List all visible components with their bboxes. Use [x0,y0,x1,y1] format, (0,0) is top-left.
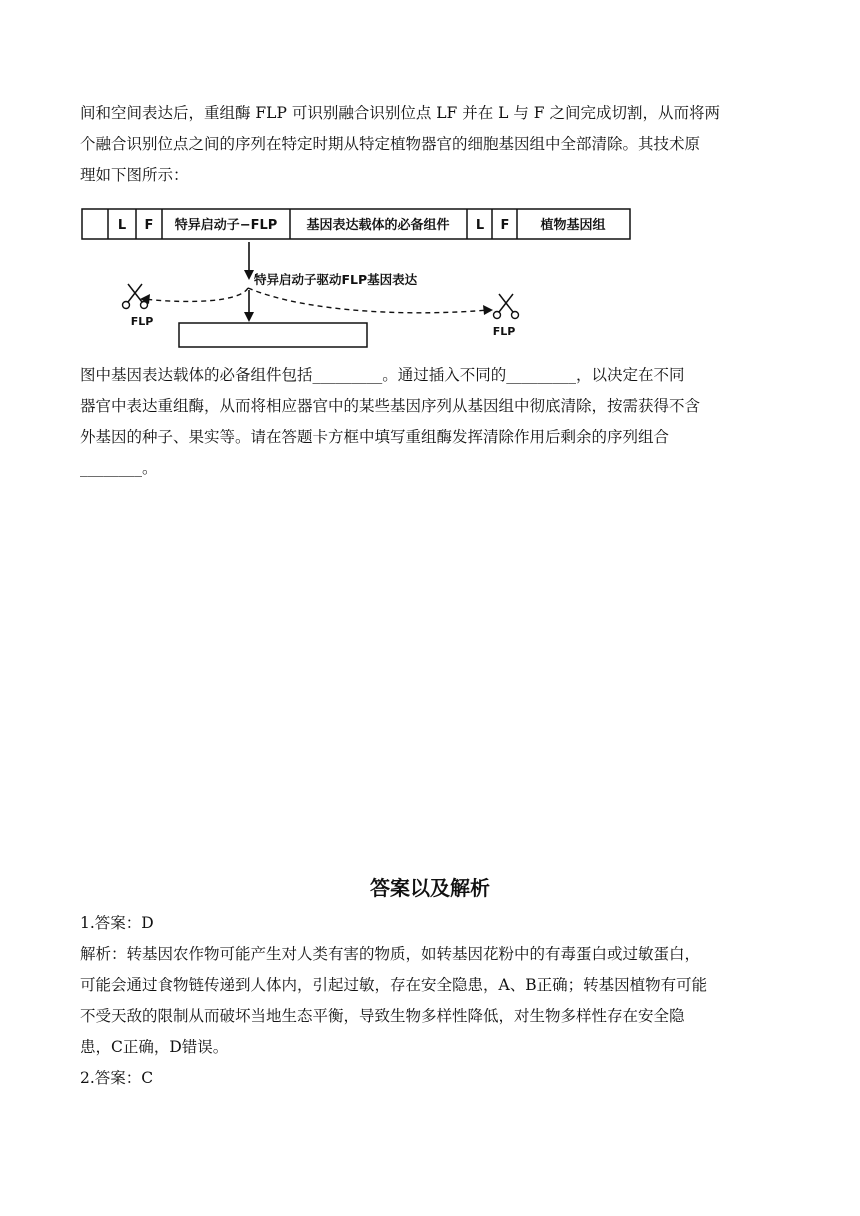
scissors-icon [494,294,519,319]
cell-l2: L [475,218,485,233]
answer-box [179,323,367,347]
answers-title: 答案以及解析 [370,876,490,900]
cell-f1: F [144,218,154,233]
question-line: 图中基因表达载体的必备组件包括_________。通过插入不同的_________，以决定在不同 [80,366,685,384]
intro-paragraph [80,98,780,191]
cell-l1: L [117,218,127,233]
analysis-1-line: 患，C正确，D错误。 [80,1038,229,1056]
scissor-left-label: FLP [130,315,154,328]
question-line: 器官中表达重组酶，从而将相应器官中的某些基因序列从基因组中彻底清除，按需获得不含 [80,397,701,415]
intro-line: 理如下图所示： [80,166,189,184]
scissors-icon [123,284,148,309]
intro-line: 个融合识别位点之间的序列在特定时期从特定植物器官的细胞基因组中全部清除。其技术原 [80,135,701,153]
dashed-arrow-left [144,288,248,301]
arrow-label: 特异启动子驱动FLP基因表达 [254,272,418,287]
question-line: ________。 [80,459,158,477]
cell-plant-genome: 植物基因组 [540,218,606,233]
analysis-1-line: 不受天敌的限制从而破坏当地生态平衡，导致生物多样性降低，对生物多样性存在安全隐 [80,1007,685,1025]
scissor-right-label: FLP [492,325,516,338]
analysis-1-line: 可能会通过食物链传递到人体内，引起过敏，存在安全隐患，A、B正确；转基因植物有可能 [80,976,708,994]
answer-1: 1.答案：D [80,914,154,932]
dashed-arrow-right [248,288,488,313]
intro-line: 间和空间表达后，重组酶 FLP 可识别融合识别位点 LF 并在 L 与 F 之间完成切割，从而将两 [80,104,720,122]
answers-body [80,908,780,1094]
analysis-1-line: 解析：转基因农作物可能产生对人类有害的物质，如转基因花粉中的有毒蛋白或过敏蛋白， [80,945,701,963]
question-paragraph [80,360,780,484]
cell-vector-components: 基因表达载体的必备组件 [306,218,450,233]
cell-promoter-flp: 特异启动子−FLP [174,218,278,233]
cell-f2: F [500,218,510,233]
question-line: 外基因的种子、果实等。请在答题卡方框中填写重组酶发挥清除作用后剩余的序列组合 [80,428,670,446]
flp-recombinase-diagram [80,204,640,354]
answer-2: 2.答案：C [80,1069,154,1087]
